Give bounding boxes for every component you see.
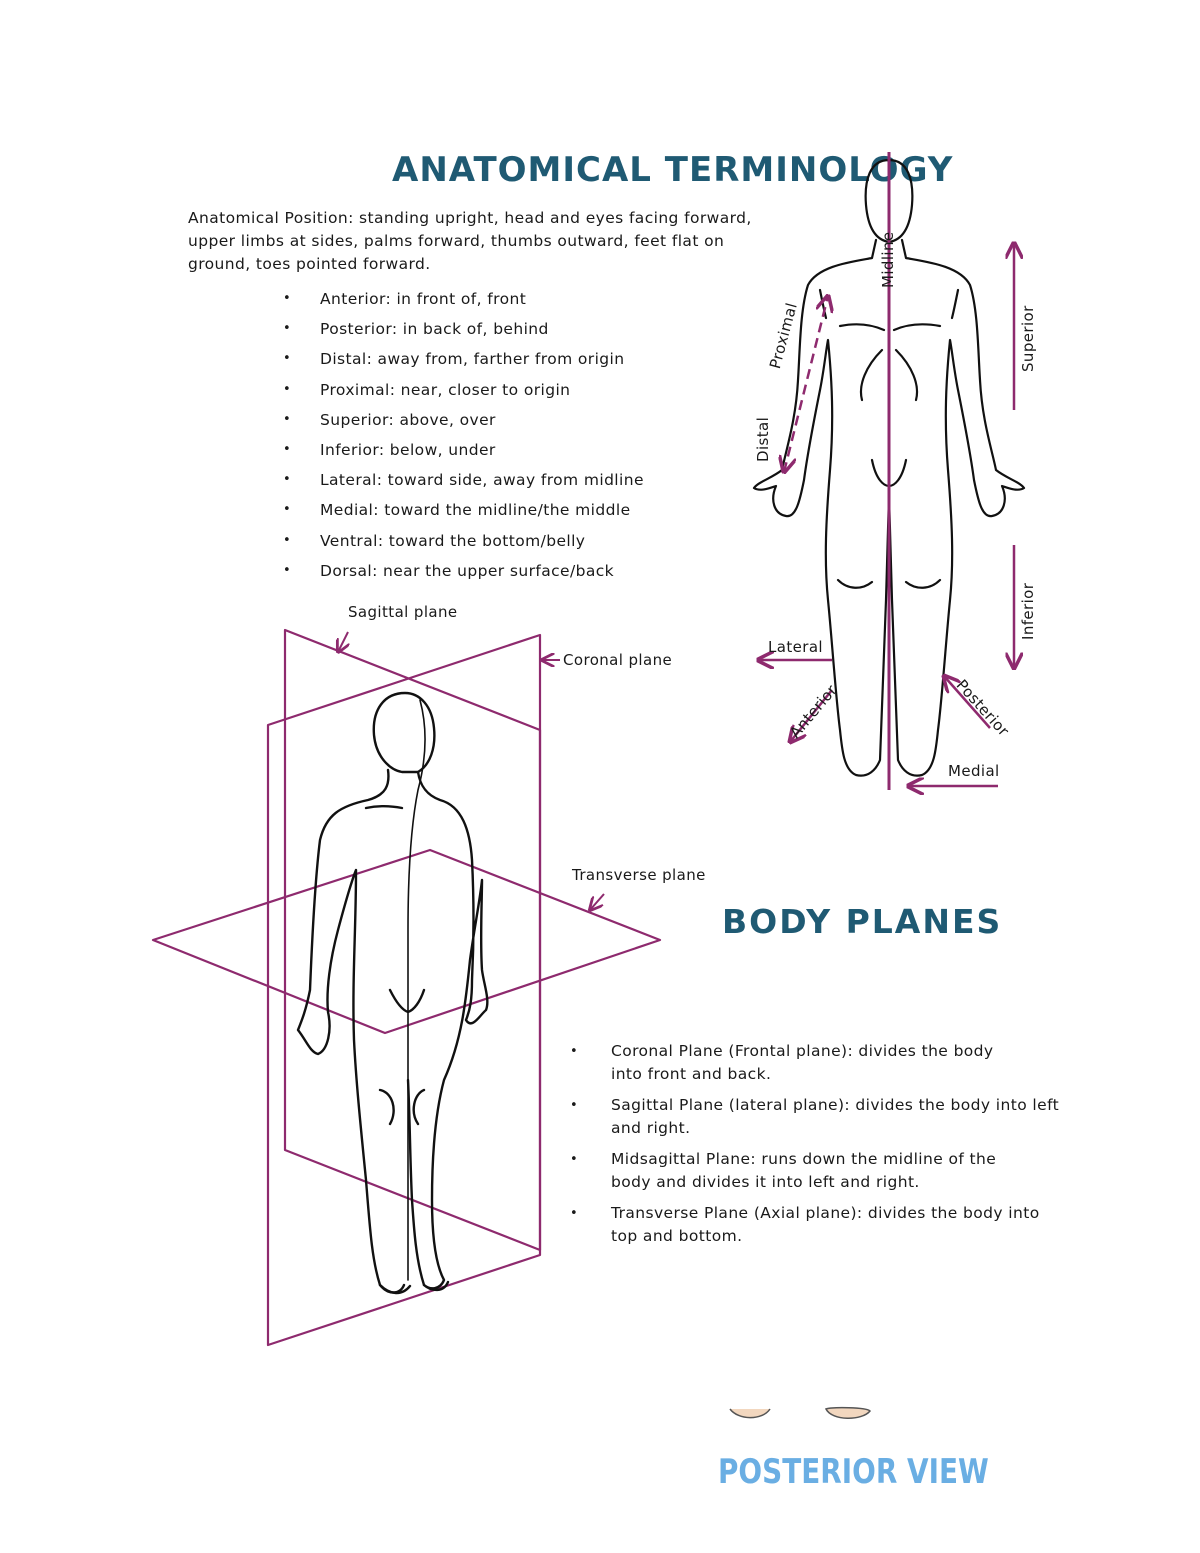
anterior-label: Anterior xyxy=(786,681,841,742)
superior-label: Superior xyxy=(1019,305,1037,372)
inferior-label: Inferior xyxy=(1019,582,1037,640)
transverse-plane-label: Transverse plane xyxy=(572,866,706,884)
lateral-label: Lateral xyxy=(768,638,823,656)
term-item: • Lateral: toward side, away from midline xyxy=(283,468,644,498)
plane-item: • Midsagittal Plane: runs down the midline of the body and divides it into left and right. xyxy=(570,1148,1041,1194)
term-item: • Posterior: in back of, behind xyxy=(283,317,644,347)
medial-label: Medial xyxy=(948,762,1000,780)
posterior-label: Posterior xyxy=(952,676,1013,740)
term-item: • Proximal: near, closer to origin xyxy=(283,378,644,408)
term-item: • Inferior: below, under xyxy=(283,438,644,468)
term-item: • Ventral: toward the bottom/belly xyxy=(283,529,644,559)
term-item: • Anterior: in front of, front xyxy=(283,287,644,317)
posterior-view-title: POSTERIOR VIEW xyxy=(718,1452,989,1492)
plane-item: • Transverse Plane (Axial plane): divides the body into top and bottom. xyxy=(570,1202,1051,1248)
term-item: • Superior: above, over xyxy=(283,408,644,438)
distal-label: Distal xyxy=(754,416,772,462)
body-planes-list xyxy=(570,1040,1070,1256)
sagittal-plane-label: Sagittal plane xyxy=(348,603,458,621)
midline-label: Midline xyxy=(879,231,897,288)
term-item: • Distal: away from, farther from origin xyxy=(283,347,644,377)
anatomical-position-text: Anatomical Position: standing upright, head and eyes facing forward, upper limbs at sides, palms forward, thumbs outward, feet flat on ground, toes pointed forward. xyxy=(188,209,752,273)
term-item: • Dorsal: near the upper surface/back xyxy=(283,559,644,589)
sagittal-pointer xyxy=(338,632,348,652)
term-item: • Medial: toward the midline/the middle xyxy=(283,498,644,528)
plane-item: • Sagittal Plane (lateral plane): divides the body into left and right. xyxy=(570,1094,1070,1140)
transverse-pointer xyxy=(590,894,604,910)
plane-item: • Coronal Plane (Frontal plane): divides the body into front and back. xyxy=(570,1040,1001,1086)
coronal-plane-label: Coronal plane xyxy=(563,651,673,669)
page-title: ANATOMICAL TERMINOLOGY xyxy=(392,150,954,190)
right-foot xyxy=(826,1408,870,1419)
body-planes-title: BODY PLANES xyxy=(722,902,1003,941)
proximal-label: Proximal xyxy=(766,300,801,371)
planes-body-figure xyxy=(298,693,487,1293)
left-foot xyxy=(730,1409,770,1418)
feet-illustration xyxy=(728,1405,878,1425)
sagittal-plane xyxy=(285,630,540,1250)
